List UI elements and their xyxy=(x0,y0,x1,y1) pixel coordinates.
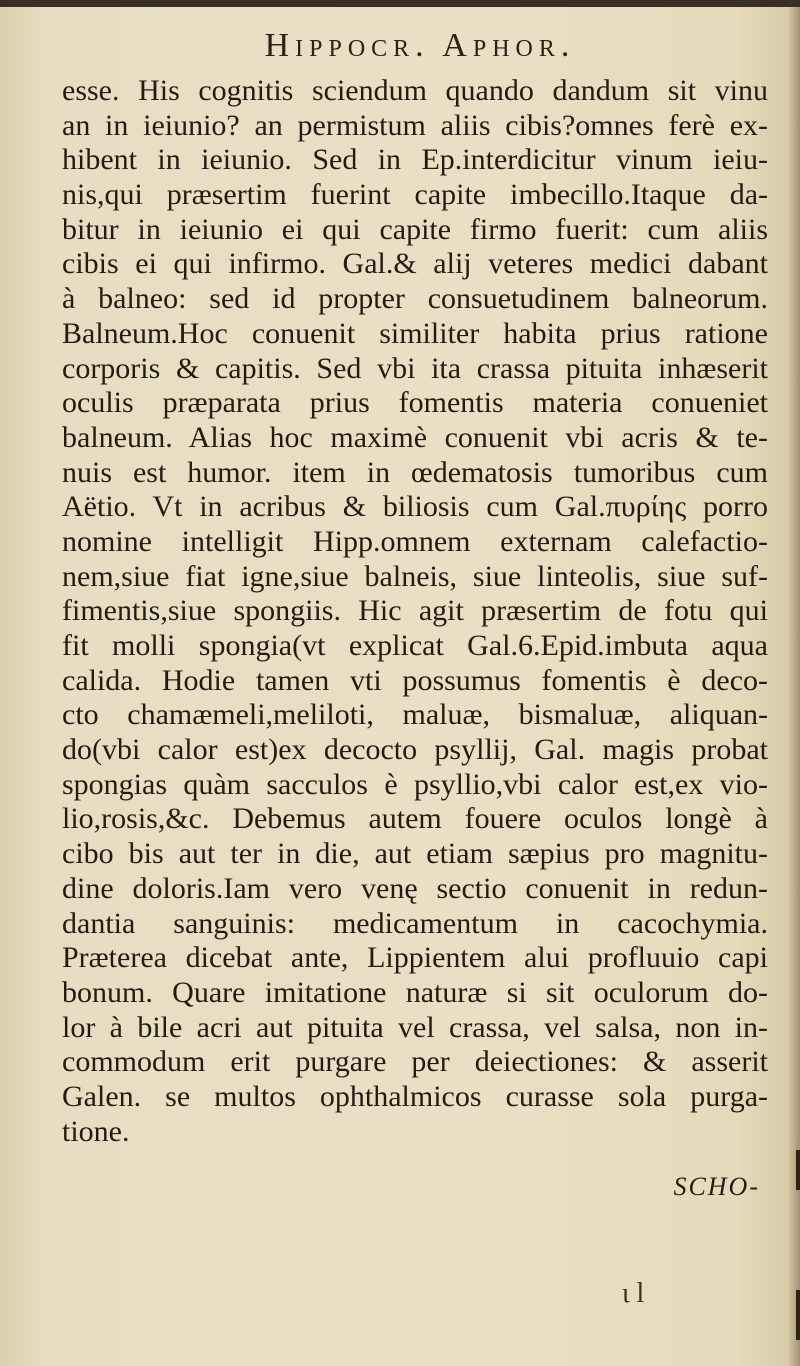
text-line: fit molli spongia(vt explicat Gal.6.Epid.imbuta aqua xyxy=(62,629,768,662)
text-line: fimentis,siue spongiis. Hic agit præsertim de fotu qui xyxy=(62,594,768,628)
text-line: nomine intelligit Hipp.omnem externam calefactio- xyxy=(62,524,768,558)
text-line: commodum erit purgare per deiectiones: & asserit xyxy=(62,1045,768,1079)
text-line: an in ieiunio? an permistum aliis cibis?omnes ferè ex- xyxy=(62,108,768,142)
text-line: Præterea dicebat ante, Lippientem alui profluuio capi xyxy=(62,941,768,975)
text-line: Galen. se multos ophthalmicos curasse sola purga- xyxy=(62,1079,768,1113)
text-line: Aëtio. Vt in acribus & biliosis cum Gal.πυρίης porro xyxy=(62,490,768,524)
text-line: nem,siue fiat igne,siue balneis, siue linteolis, siue suf- xyxy=(62,559,768,593)
text-line: hibent in ieiunio. Sed in Ep.interdicitur vinum ieiu- xyxy=(62,143,768,177)
text-line: cto chamæmeli,meliloti, maluæ, bismaluæ, aliquan- xyxy=(62,698,768,732)
body-text xyxy=(62,74,768,1149)
text-line: oculis præparata prius fomentis materia conueniet xyxy=(62,386,768,420)
text-line: cibo bis aut ter in die, aut etiam sæpius pro magnitu- xyxy=(62,837,768,871)
text-line: bonum. Quare imitatione naturæ si sit oculorum do- xyxy=(62,975,768,1009)
catchword: SCHO- xyxy=(673,1172,760,1201)
text-line: balneum. Alias hoc maximè conuenit vbi acris & te- xyxy=(62,420,768,454)
text-line: lor à bile acri aut pituita vel crassa, vel salsa, non in- xyxy=(62,1010,768,1044)
text-line: Balneum.Hoc conuenit similiter habita prius ratione xyxy=(62,316,768,350)
edge-mark xyxy=(796,1150,800,1190)
text-line: dine doloris.Iam vero venę sectio conuenit in redun- xyxy=(62,871,768,905)
text-line: cibis ei qui infirmo. Gal.& alij veteres medici dabant xyxy=(62,247,768,281)
text-line: à balneo: sed id propter consuetudinem balneorum. xyxy=(62,282,768,316)
text-line: bitur in ieiunio ei qui capite firmo fuerit: cum aliis xyxy=(62,212,768,246)
text-line: spongias quàm sacculos è psyllio,vbi calor est,ex vio- xyxy=(62,767,768,801)
signature-mark: ι l xyxy=(622,1278,645,1309)
edge-mark xyxy=(796,1290,800,1340)
top-rule xyxy=(0,0,800,7)
text-line: tione. xyxy=(62,1114,130,1148)
text-line: do(vbi calor est)ex decocto psyllij, Gal. magis probat xyxy=(62,733,768,767)
text-line: calida. Hodie tamen vti possumus fomentis è deco- xyxy=(62,663,768,697)
text-line: dantia sanguinis: medicamentum in cacochymia. xyxy=(62,906,768,940)
text-line: corporis & capitis. Sed vbi ita crassa pituita inhæserit xyxy=(62,351,768,385)
running-head: Hippocr. Aphor. xyxy=(264,27,576,64)
text-line: nis,qui præsertim fuerint capite imbecillo.Itaque da- xyxy=(62,178,768,212)
text-line: nuis est humor. item in œdematosis tumoribus cum xyxy=(62,455,768,489)
text-line: esse. His cognitis sciendum quando dandum sit vinu xyxy=(62,74,768,107)
text-line: lio,rosis,&c. Debemus autem fouere oculos longè à xyxy=(62,802,768,836)
